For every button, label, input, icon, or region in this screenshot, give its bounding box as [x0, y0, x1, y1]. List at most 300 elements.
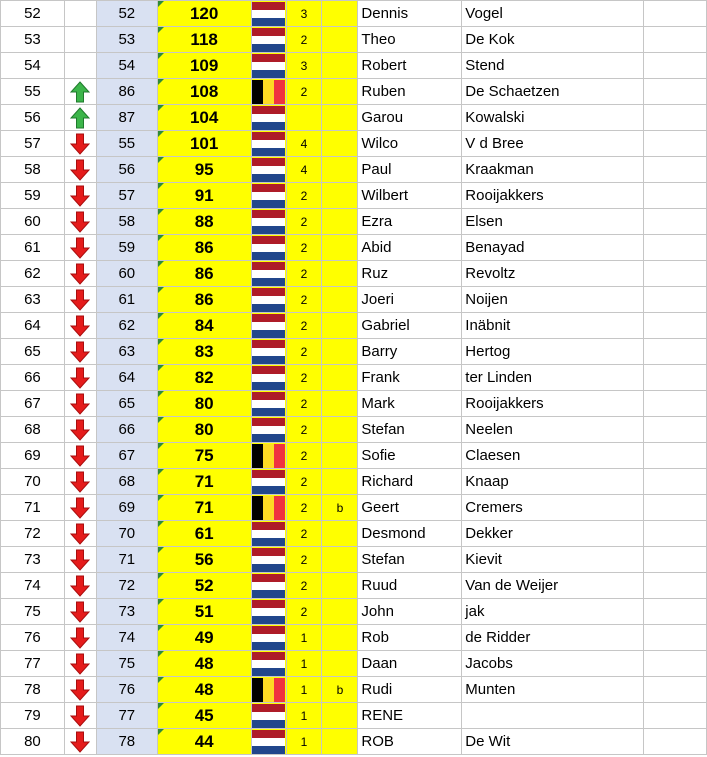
score-cell[interactable]: [157, 53, 251, 79]
score-cell[interactable]: [157, 391, 251, 417]
count-cell[interactable]: 1: [286, 651, 322, 677]
trend-cell[interactable]: [64, 443, 96, 469]
empty-cell[interactable]: [644, 729, 707, 755]
last-name-cell[interactable]: Munten: [462, 677, 644, 703]
arrow-down-icon: [70, 706, 90, 723]
flag-cell[interactable]: [251, 79, 286, 105]
trend-cell[interactable]: [64, 287, 96, 313]
first-name-cell[interactable]: Mark: [358, 391, 462, 417]
last-name-cell[interactable]: Kievit: [462, 547, 644, 573]
flag-cell[interactable]: [251, 287, 286, 313]
score-cell[interactable]: [157, 547, 251, 573]
badge-cell[interactable]: [322, 339, 358, 365]
previous-rank-cell[interactable]: 54: [96, 53, 157, 79]
first-name-cell[interactable]: Rob: [358, 625, 462, 651]
trend-cell[interactable]: [64, 1, 96, 27]
previous-rank-cell[interactable]: 60: [96, 261, 157, 287]
score-cell[interactable]: [157, 495, 251, 521]
cell-comment-marker: [158, 157, 164, 163]
rank-cell[interactable]: 61: [1, 235, 65, 261]
rank-cell[interactable]: 71: [1, 495, 65, 521]
empty-cell[interactable]: [644, 209, 707, 235]
count-cell[interactable]: 3: [286, 1, 322, 27]
first-name-cell[interactable]: Paul: [358, 157, 462, 183]
trend-cell[interactable]: [64, 209, 96, 235]
empty-cell[interactable]: [644, 1, 707, 27]
last-name-cell[interactable]: Hertog: [462, 339, 644, 365]
empty-cell[interactable]: [644, 287, 707, 313]
last-name-cell[interactable]: Kraakman: [462, 157, 644, 183]
previous-rank-cell[interactable]: 67: [96, 443, 157, 469]
first-name-cell[interactable]: Stefan: [358, 417, 462, 443]
score-cell[interactable]: [157, 157, 251, 183]
empty-cell[interactable]: [644, 27, 707, 53]
count-cell[interactable]: 2: [286, 287, 322, 313]
first-name-cell[interactable]: Desmond: [358, 521, 462, 547]
badge-cell[interactable]: [322, 391, 358, 417]
previous-rank-cell[interactable]: 72: [96, 573, 157, 599]
trend-cell[interactable]: [64, 391, 96, 417]
last-name-cell[interactable]: [462, 703, 644, 729]
rank-cell[interactable]: 65: [1, 339, 65, 365]
flag-cell[interactable]: [251, 729, 286, 755]
previous-rank-cell[interactable]: 53: [96, 27, 157, 53]
first-name-cell[interactable]: Joeri: [358, 287, 462, 313]
badge-cell[interactable]: [322, 27, 358, 53]
count-cell[interactable]: 2: [286, 599, 322, 625]
rank-cell[interactable]: 76: [1, 625, 65, 651]
previous-rank-cell[interactable]: 57: [96, 183, 157, 209]
badge-cell[interactable]: [322, 469, 358, 495]
count-cell[interactable]: 4: [286, 157, 322, 183]
first-name-cell[interactable]: Daan: [358, 651, 462, 677]
flag-cell[interactable]: [251, 703, 286, 729]
score-cell[interactable]: [157, 27, 251, 53]
previous-rank-cell[interactable]: 69: [96, 495, 157, 521]
score-cell[interactable]: [157, 703, 251, 729]
last-name-cell[interactable]: Benayad: [462, 235, 644, 261]
count-cell[interactable]: 2: [286, 391, 322, 417]
badge-cell[interactable]: [322, 521, 358, 547]
previous-rank-cell[interactable]: 87: [96, 105, 157, 131]
score-cell[interactable]: [157, 677, 251, 703]
last-name-cell[interactable]: Van de Weijer: [462, 573, 644, 599]
trend-cell[interactable]: [64, 521, 96, 547]
previous-rank-cell[interactable]: 65: [96, 391, 157, 417]
flag-cell[interactable]: [251, 443, 286, 469]
flag-cell[interactable]: [251, 105, 286, 131]
score-cell[interactable]: [157, 209, 251, 235]
trend-cell[interactable]: [64, 183, 96, 209]
badge-cell[interactable]: [322, 313, 358, 339]
last-name-cell[interactable]: Rooijakkers: [462, 183, 644, 209]
score-cell[interactable]: [157, 287, 251, 313]
last-name-cell[interactable]: Revoltz: [462, 261, 644, 287]
trend-cell[interactable]: [64, 79, 96, 105]
trend-cell[interactable]: [64, 469, 96, 495]
rank-cell[interactable]: 79: [1, 703, 65, 729]
last-name-cell[interactable]: Cremers: [462, 495, 644, 521]
score-cell[interactable]: [157, 339, 251, 365]
previous-rank-cell[interactable]: 86: [96, 79, 157, 105]
trend-cell[interactable]: [64, 599, 96, 625]
first-name-cell[interactable]: Gabriel: [358, 313, 462, 339]
trend-cell[interactable]: [64, 131, 96, 157]
previous-rank-cell[interactable]: 68: [96, 469, 157, 495]
count-cell[interactable]: 2: [286, 183, 322, 209]
last-name-cell[interactable]: Vogel: [462, 1, 644, 27]
badge-cell[interactable]: [322, 443, 358, 469]
flag-cell[interactable]: [251, 183, 286, 209]
last-name-cell[interactable]: Neelen: [462, 417, 644, 443]
flag-cell[interactable]: [251, 131, 286, 157]
previous-rank-cell[interactable]: 56: [96, 157, 157, 183]
first-name-cell[interactable]: Ezra: [358, 209, 462, 235]
badge-cell[interactable]: b: [322, 495, 358, 521]
count-cell[interactable]: 1: [286, 703, 322, 729]
empty-cell[interactable]: [644, 391, 707, 417]
previous-rank-cell[interactable]: 61: [96, 287, 157, 313]
flag-cell[interactable]: [251, 573, 286, 599]
flag-cell[interactable]: [251, 157, 286, 183]
score-cell[interactable]: [157, 261, 251, 287]
badge-cell[interactable]: [322, 105, 358, 131]
last-name-cell[interactable]: Noijen: [462, 287, 644, 313]
badge-cell[interactable]: [322, 599, 358, 625]
badge-cell[interactable]: [322, 417, 358, 443]
empty-cell[interactable]: [644, 131, 707, 157]
empty-cell[interactable]: [644, 495, 707, 521]
first-name-cell[interactable]: Theo: [358, 27, 462, 53]
cell-comment-marker: [158, 313, 164, 319]
empty-cell[interactable]: [644, 53, 707, 79]
previous-rank-cell[interactable]: 62: [96, 313, 157, 339]
score-cell[interactable]: [157, 105, 251, 131]
empty-cell[interactable]: [644, 547, 707, 573]
count-cell[interactable]: 2: [286, 521, 322, 547]
table-row: [1, 547, 707, 573]
badge-cell[interactable]: [322, 547, 358, 573]
badge-cell[interactable]: [322, 53, 358, 79]
first-name-cell[interactable]: Robert: [358, 53, 462, 79]
score-cell[interactable]: [157, 313, 251, 339]
flag-cell[interactable]: [251, 469, 286, 495]
first-name-cell[interactable]: Barry: [358, 339, 462, 365]
score-cell[interactable]: [157, 651, 251, 677]
flag-cell[interactable]: [251, 53, 286, 79]
flag-cell[interactable]: [251, 651, 286, 677]
previous-rank-cell[interactable]: 74: [96, 625, 157, 651]
last-name-cell[interactable]: Dekker: [462, 521, 644, 547]
count-cell[interactable]: 2: [286, 261, 322, 287]
last-name-cell[interactable]: Stend: [462, 53, 644, 79]
previous-rank-cell[interactable]: 64: [96, 365, 157, 391]
badge-cell[interactable]: [322, 183, 358, 209]
count-cell[interactable]: 1: [286, 677, 322, 703]
badge-cell[interactable]: b: [322, 677, 358, 703]
badge-cell[interactable]: [322, 261, 358, 287]
score-cell[interactable]: [157, 573, 251, 599]
first-name-cell[interactable]: John: [358, 599, 462, 625]
last-name-cell[interactable]: De Wit: [462, 729, 644, 755]
score-cell[interactable]: [157, 729, 251, 755]
trend-cell[interactable]: [64, 547, 96, 573]
count-cell[interactable]: 2: [286, 209, 322, 235]
trend-cell[interactable]: [64, 651, 96, 677]
count-cell[interactable]: 2: [286, 469, 322, 495]
rank-cell[interactable]: 68: [1, 417, 65, 443]
first-name-cell[interactable]: Geert: [358, 495, 462, 521]
rank-cell[interactable]: 78: [1, 677, 65, 703]
previous-rank-cell[interactable]: 75: [96, 651, 157, 677]
count-cell[interactable]: 2: [286, 79, 322, 105]
trend-cell[interactable]: [64, 703, 96, 729]
previous-rank-cell[interactable]: 78: [96, 729, 157, 755]
last-name-cell[interactable]: Kowalski: [462, 105, 644, 131]
first-name-cell[interactable]: Sofie: [358, 443, 462, 469]
last-name-cell[interactable]: Inäbnit: [462, 313, 644, 339]
first-name-cell[interactable]: RENE: [358, 703, 462, 729]
rank-cell[interactable]: 57: [1, 131, 65, 157]
flag-cell[interactable]: [251, 313, 286, 339]
score-cell[interactable]: [157, 599, 251, 625]
empty-cell[interactable]: [644, 235, 707, 261]
score-cell[interactable]: [157, 131, 251, 157]
rank-cell[interactable]: 72: [1, 521, 65, 547]
trend-cell[interactable]: [64, 573, 96, 599]
first-name-cell[interactable]: Stefan: [358, 547, 462, 573]
flag-cell[interactable]: [251, 261, 286, 287]
rank-cell[interactable]: 53: [1, 27, 65, 53]
trend-cell[interactable]: [64, 365, 96, 391]
trend-cell[interactable]: [64, 339, 96, 365]
previous-rank-cell[interactable]: 73: [96, 599, 157, 625]
count-cell[interactable]: 2: [286, 547, 322, 573]
rank-cell[interactable]: 74: [1, 573, 65, 599]
trend-cell[interactable]: [64, 417, 96, 443]
score-cell[interactable]: [157, 469, 251, 495]
table-row: [1, 183, 707, 209]
previous-rank-cell[interactable]: 66: [96, 417, 157, 443]
badge-cell[interactable]: [322, 131, 358, 157]
empty-cell[interactable]: [644, 521, 707, 547]
first-name-cell[interactable]: ROB: [358, 729, 462, 755]
rank-cell[interactable]: 56: [1, 105, 65, 131]
empty-cell[interactable]: [644, 573, 707, 599]
previous-rank-cell[interactable]: 76: [96, 677, 157, 703]
last-name-cell[interactable]: De Schaetzen: [462, 79, 644, 105]
rank-cell[interactable]: 73: [1, 547, 65, 573]
flag-cell[interactable]: [251, 599, 286, 625]
rank-cell[interactable]: 54: [1, 53, 65, 79]
rank-cell[interactable]: 64: [1, 313, 65, 339]
badge-cell[interactable]: [322, 625, 358, 651]
first-name-cell[interactable]: Frank: [358, 365, 462, 391]
last-name-cell[interactable]: De Kok: [462, 27, 644, 53]
trend-cell[interactable]: [64, 495, 96, 521]
first-name-cell[interactable]: Wilbert: [358, 183, 462, 209]
empty-cell[interactable]: [644, 313, 707, 339]
flag-cell[interactable]: [251, 417, 286, 443]
trend-cell[interactable]: [64, 261, 96, 287]
score-cell[interactable]: [157, 365, 251, 391]
badge-cell[interactable]: [322, 573, 358, 599]
score-cell[interactable]: [157, 1, 251, 27]
count-cell[interactable]: 3: [286, 53, 322, 79]
empty-cell[interactable]: [644, 183, 707, 209]
empty-cell[interactable]: [644, 677, 707, 703]
score-value: 120: [189, 3, 219, 23]
flag-cell[interactable]: [251, 27, 286, 53]
last-name-cell[interactable]: ter Linden: [462, 365, 644, 391]
count-cell[interactable]: 2: [286, 235, 322, 261]
flag-cell[interactable]: [251, 339, 286, 365]
flag-cell[interactable]: [251, 547, 286, 573]
trend-cell[interactable]: [64, 105, 96, 131]
trend-cell[interactable]: [64, 53, 96, 79]
previous-rank-cell[interactable]: 58: [96, 209, 157, 235]
empty-cell[interactable]: [644, 339, 707, 365]
cell-comment-marker: [158, 53, 164, 59]
empty-cell[interactable]: [644, 157, 707, 183]
count-cell[interactable]: 2: [286, 27, 322, 53]
score-cell[interactable]: [157, 417, 251, 443]
trend-cell[interactable]: [64, 677, 96, 703]
count-cell[interactable]: 2: [286, 365, 322, 391]
score-cell[interactable]: [157, 521, 251, 547]
last-name-cell[interactable]: Jacobs: [462, 651, 644, 677]
rank-cell[interactable]: 59: [1, 183, 65, 209]
count-cell[interactable]: 2: [286, 443, 322, 469]
badge-cell[interactable]: [322, 651, 358, 677]
score-cell[interactable]: [157, 625, 251, 651]
rank-cell[interactable]: 55: [1, 79, 65, 105]
empty-cell[interactable]: [644, 703, 707, 729]
badge-cell[interactable]: [322, 287, 358, 313]
count-cell[interactable]: 2: [286, 339, 322, 365]
empty-cell[interactable]: [644, 365, 707, 391]
trend-cell[interactable]: [64, 313, 96, 339]
badge-cell[interactable]: [322, 79, 358, 105]
empty-cell[interactable]: [644, 417, 707, 443]
arrow-down-icon: [70, 186, 90, 203]
first-name-cell[interactable]: Ruben: [358, 79, 462, 105]
rank-cell[interactable]: 69: [1, 443, 65, 469]
empty-cell[interactable]: [644, 625, 707, 651]
rank-cell[interactable]: 66: [1, 365, 65, 391]
empty-cell[interactable]: [644, 105, 707, 131]
flag-cell[interactable]: [251, 365, 286, 391]
badge-cell[interactable]: [322, 1, 358, 27]
score-value: 118: [190, 29, 218, 49]
first-name-cell[interactable]: Ruz: [358, 261, 462, 287]
previous-rank-cell[interactable]: 71: [96, 547, 157, 573]
score-cell[interactable]: [157, 235, 251, 261]
trend-cell[interactable]: [64, 157, 96, 183]
badge-cell[interactable]: [322, 209, 358, 235]
last-name-cell[interactable]: Knaap: [462, 469, 644, 495]
rank-cell[interactable]: 70: [1, 469, 65, 495]
count-cell[interactable]: 2: [286, 495, 322, 521]
empty-cell[interactable]: [644, 443, 707, 469]
last-name-cell[interactable]: de Ridder: [462, 625, 644, 651]
previous-rank-cell[interactable]: 59: [96, 235, 157, 261]
badge-cell[interactable]: [322, 729, 358, 755]
score-cell[interactable]: [157, 183, 251, 209]
rank-cell[interactable]: 52: [1, 1, 65, 27]
empty-cell[interactable]: [644, 599, 707, 625]
last-name-cell[interactable]: V d Bree: [462, 131, 644, 157]
first-name-cell[interactable]: Wilco: [358, 131, 462, 157]
rank-cell[interactable]: 67: [1, 391, 65, 417]
empty-cell[interactable]: [644, 651, 707, 677]
flag-cell[interactable]: [251, 495, 286, 521]
rank-cell[interactable]: 63: [1, 287, 65, 313]
flag-cell[interactable]: [251, 677, 286, 703]
score-value: 44: [194, 731, 214, 751]
rank-cell[interactable]: 75: [1, 599, 65, 625]
first-name-cell[interactable]: Garou: [358, 105, 462, 131]
first-name-cell[interactable]: Richard: [358, 469, 462, 495]
rank-cell[interactable]: 58: [1, 157, 65, 183]
count-cell[interactable]: 2: [286, 573, 322, 599]
count-cell[interactable]: 1: [286, 729, 322, 755]
badge-cell[interactable]: [322, 703, 358, 729]
empty-cell[interactable]: [644, 469, 707, 495]
trend-cell[interactable]: [64, 625, 96, 651]
count-cell[interactable]: 1: [286, 625, 322, 651]
first-name-cell[interactable]: Rudi: [358, 677, 462, 703]
count-cell[interactable]: 4: [286, 131, 322, 157]
empty-cell[interactable]: [644, 261, 707, 287]
trend-cell[interactable]: [64, 235, 96, 261]
last-name-cell[interactable]: Elsen: [462, 209, 644, 235]
last-name-cell[interactable]: jak: [462, 599, 644, 625]
trend-cell[interactable]: [64, 27, 96, 53]
count-cell[interactable]: 2: [286, 417, 322, 443]
last-name-cell[interactable]: Rooijakkers: [462, 391, 644, 417]
rank-cell[interactable]: 80: [1, 729, 65, 755]
score-cell[interactable]: [157, 443, 251, 469]
previous-rank-cell[interactable]: 63: [96, 339, 157, 365]
rank-cell[interactable]: 77: [1, 651, 65, 677]
first-name-cell[interactable]: Abid: [358, 235, 462, 261]
rank-cell[interactable]: 62: [1, 261, 65, 287]
flag-cell[interactable]: [251, 521, 286, 547]
rank-cell[interactable]: 60: [1, 209, 65, 235]
previous-rank-cell[interactable]: 70: [96, 521, 157, 547]
flag-cell[interactable]: [251, 391, 286, 417]
flag-cell[interactable]: [251, 235, 286, 261]
count-cell[interactable]: [286, 105, 322, 131]
flag-cell[interactable]: [251, 1, 286, 27]
previous-rank-cell[interactable]: 77: [96, 703, 157, 729]
flag-cell[interactable]: [251, 209, 286, 235]
first-name-cell[interactable]: Ruud: [358, 573, 462, 599]
count-cell[interactable]: 2: [286, 313, 322, 339]
first-name-cell[interactable]: Dennis: [358, 1, 462, 27]
previous-rank-cell[interactable]: 52: [96, 1, 157, 27]
previous-rank-cell[interactable]: 55: [96, 131, 157, 157]
last-name-cell[interactable]: Claesen: [462, 443, 644, 469]
score-cell[interactable]: [157, 79, 251, 105]
trend-cell[interactable]: [64, 729, 96, 755]
flag-cell[interactable]: [251, 625, 286, 651]
empty-cell[interactable]: [644, 79, 707, 105]
badge-cell[interactable]: [322, 365, 358, 391]
badge-cell[interactable]: [322, 235, 358, 261]
badge-cell[interactable]: [322, 157, 358, 183]
